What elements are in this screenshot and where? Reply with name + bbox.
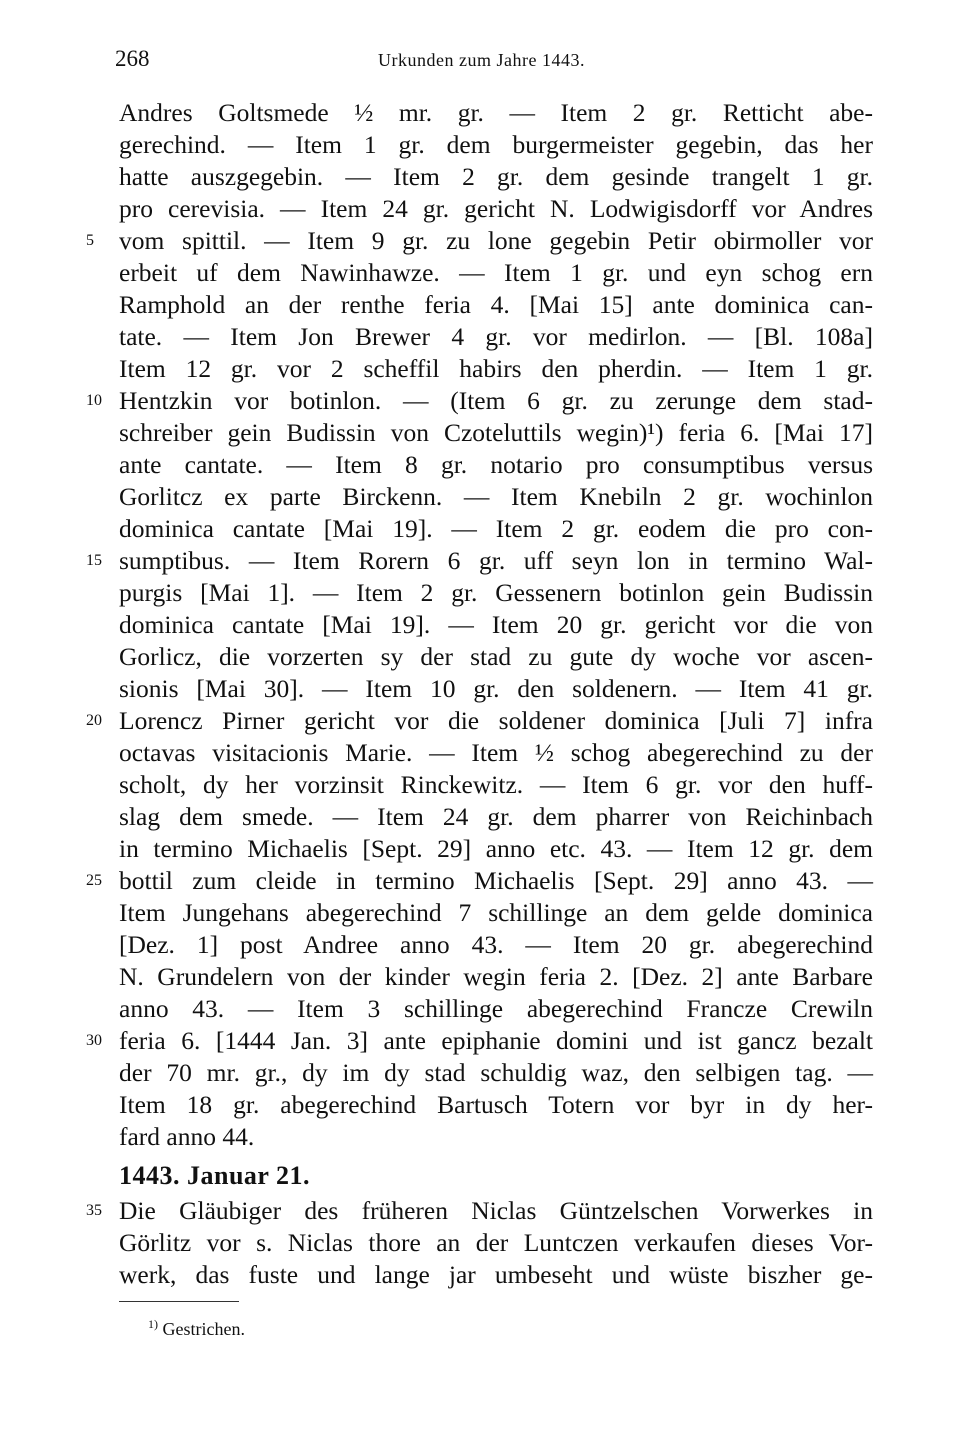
footnote bbox=[148, 1317, 245, 1340]
line-number: 5 bbox=[86, 232, 94, 249]
text-line: sionis [Mai 30]. — Item 10 gr. den soldenern. — Item 41 gr. bbox=[119, 674, 873, 703]
entry-line: Görlitz vor s. Niclas thore an der Luntczen verkaufen dieses Vor- bbox=[119, 1228, 873, 1257]
footnote-text: Gestrichen. bbox=[162, 1319, 245, 1339]
text-line: in termino Michaelis [Sept. 29] anno etc. 43. — Item 12 gr. dem bbox=[119, 834, 873, 863]
text-line: purgis [Mai 1]. — Item 2 gr. Gessenern botinlon gein Budissin bbox=[119, 578, 873, 607]
text-line: dominica cantate [Mai 19]. — Item 20 gr. gericht vor die von bbox=[119, 610, 873, 639]
entry-line: Die Gläubiger des früheren Niclas Güntzelschen Vorwerkes in bbox=[119, 1196, 873, 1225]
line-number: 25 bbox=[86, 872, 102, 889]
text-line: Andres Goltsmede ½ mr. gr. — Item 2 gr. Retticht abe- bbox=[119, 98, 873, 127]
text-line: Lorencz Pirner gericht vor die soldener dominica [Juli 7] infra bbox=[119, 706, 873, 735]
text-line: hatte auszgegebin. — Item 2 gr. dem gesinde trangelt 1 gr. bbox=[119, 162, 873, 191]
page-number: 268 bbox=[115, 46, 150, 71]
entry-line: werk, das fuste und lange jar umbeseht und wüste biszher ge- bbox=[119, 1260, 873, 1289]
text-line: dominica cantate [Mai 19]. — Item 2 gr. eodem die pro con- bbox=[119, 514, 873, 543]
text-line: Item Jungehans abegerechind 7 schillinge an dem gelde dominica bbox=[119, 898, 873, 927]
text-line: Gorlitcz ex parte Birckenn. — Item Knebiln 2 gr. wochinlon bbox=[119, 482, 873, 511]
text-line: fard anno 44. bbox=[119, 1122, 255, 1151]
text-line: Item 12 gr. vor 2 scheffil habirs den pherdin. — Item 1 gr. bbox=[119, 354, 873, 383]
text-line: erbeit uf dem Nawinhawze. — Item 1 gr. und eyn schog ern bbox=[119, 258, 873, 287]
text-line: Ramphold an der renthe feria 4. [Mai 15] ante dominica can- bbox=[119, 290, 873, 319]
text-line: pro cerevisia. — Item 24 gr. gericht N. Lodwigisdorff vor Andres bbox=[119, 194, 873, 223]
text-line: schreiber gein Budissin von Czoteluttils wegin)¹) feria 6. [Mai 17] bbox=[119, 418, 873, 447]
line-number: 30 bbox=[86, 1032, 102, 1049]
text-line: N. Grundelern von der kinder wegin feria 2. [Dez. 2] ante Barbare bbox=[119, 962, 873, 991]
text-line: Gorlicz, die vorzerten sy der stad zu gute dy woche vor ascen- bbox=[119, 642, 873, 671]
text-line: scholt, dy her vorzinsit Rinckewitz. — Item 6 gr. vor den huff- bbox=[119, 770, 873, 799]
footnote-marker: 1) bbox=[148, 1317, 158, 1331]
footnote-rule bbox=[119, 1301, 239, 1302]
running-title: Urkunden zum Jahre 1443. bbox=[378, 50, 585, 70]
text-line: vom spittil. — Item 9 gr. zu lone gegebin Petir obirmoller vor bbox=[119, 226, 873, 255]
text-line: Item 18 gr. abegerechind Bartusch Totern vor byr in dy her- bbox=[119, 1090, 873, 1119]
line-number: 10 bbox=[86, 392, 102, 409]
text-line: feria 6. [1444 Jan. 3] ante epiphanie domini und ist gancz bezalt bbox=[119, 1026, 873, 1055]
text-line: sumptibus. — Item Rorern 6 gr. uff seyn lon in termino Wal- bbox=[119, 546, 873, 575]
line-number: 20 bbox=[86, 712, 102, 729]
text-line: octavas visitacionis Marie. — Item ½ schog abegerechind zu der bbox=[119, 738, 873, 767]
entry-heading: 1443. Januar 21. bbox=[119, 1161, 310, 1190]
text-line: slag dem smede. — Item 24 gr. dem pharrer von Reichinbach bbox=[119, 802, 873, 831]
text-line: Hentzkin vor botinlon. — (Item 6 gr. zu zerunge dem stad- bbox=[119, 386, 873, 415]
text-line: [Dez. 1] post Andree anno 43. — Item 20 gr. abegerechind bbox=[119, 930, 873, 959]
text-line: gerechind. — Item 1 gr. dem burgermeister gegebin, das her bbox=[119, 130, 873, 159]
line-number: 15 bbox=[86, 552, 102, 569]
text-line: tate. — Item Jon Brewer 4 gr. vor medirlon. — [Bl. 108a] bbox=[119, 322, 873, 351]
line-number: 35 bbox=[86, 1202, 102, 1219]
text-line: anno 43. — Item 3 schillinge abegerechind Francze Crewiln bbox=[119, 994, 873, 1023]
text-line: bottil zum cleide in termino Michaelis [Sept. 29] anno 43. — bbox=[119, 866, 873, 895]
text-line: der 70 mr. gr., dy im dy stad schuldig waz, den selbigen tag. — bbox=[119, 1058, 873, 1087]
text-line: ante cantate. — Item 8 gr. notario pro consumptibus versus bbox=[119, 450, 873, 479]
